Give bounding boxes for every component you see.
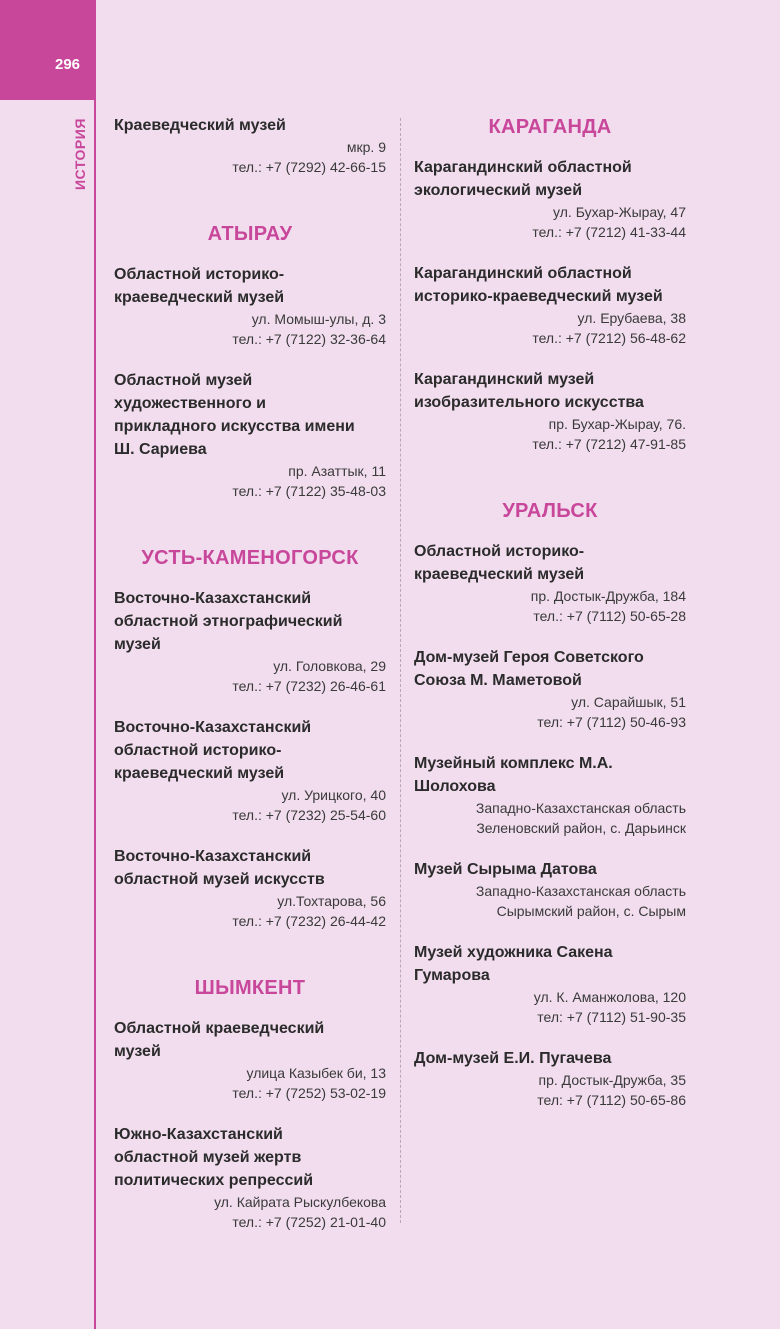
left-column xyxy=(114,114,386,1252)
city-heading: ШЫМКЕНТ xyxy=(194,977,306,999)
museum-address: ул.Тохтарова, 56 xyxy=(277,893,386,909)
museum-address: ул. Сарайшык, 51 xyxy=(571,694,686,710)
museum-phone: тел.: +7 (7232) 26-44-42 xyxy=(232,913,386,929)
museum-address: мкр. 9 xyxy=(346,139,386,155)
museum-phone: тел.: +7 (7252) 53-02-19 xyxy=(232,1085,386,1101)
museum-name: Областной музей художественного и прикладного искусства имени Ш. Сариева xyxy=(114,372,355,458)
museum-entry xyxy=(114,1017,386,1103)
museum-address: Сырымский район, с. Сырым xyxy=(496,903,686,919)
museum-name: Дом-музей Героя Советского Союза М. Маметовой xyxy=(414,649,644,689)
museum-address: Зеленовский район, с. Дарьинск xyxy=(476,820,686,836)
museum-address: пр. Достык-Дружба, 35 xyxy=(538,1072,686,1088)
side-strip xyxy=(0,0,96,1329)
museum-phone: тел.: +7 (7122) 35-48-03 xyxy=(232,483,386,499)
museum-name: Музей Сырыма Датова xyxy=(414,861,597,878)
museum-address: ул. Ерубаева, 38 xyxy=(577,310,686,326)
museum-name: Областной историко- краеведческий музей xyxy=(414,543,585,583)
section-spacer xyxy=(114,521,386,545)
museum-address: пр. Азаттык, 11 xyxy=(288,463,386,479)
museum-address: Западно-Казахстанская область xyxy=(475,800,686,816)
museum-phone: тел: +7 (7112) 50-46-93 xyxy=(537,714,686,730)
museum-name: Дом-музей Е.И. Пугачева xyxy=(414,1050,612,1067)
museum-name: Карагандинский областной экологический музей xyxy=(414,159,632,199)
museum-name: Восточно-Казахстанский областной этнографический музей xyxy=(114,590,343,653)
museum-name: Музей художника Сакена Гумарова xyxy=(414,944,613,984)
museum-entry xyxy=(114,114,386,177)
museum-address: ул. Бухар-Жырау, 47 xyxy=(553,204,686,220)
museum-name: Областной краеведческий музей xyxy=(114,1020,325,1060)
museum-address: ул. Головкова, 29 xyxy=(273,658,386,674)
museum-entry xyxy=(114,263,386,349)
museum-phone: тел.: +7 (7232) 26-46-61 xyxy=(232,678,386,694)
museum-phone: тел: +7 (7112) 50-65-86 xyxy=(537,1092,686,1108)
museum-phone: тел: +7 (7112) 51-90-35 xyxy=(537,1009,686,1025)
museum-name: Южно-Казахстанский областной музей жертв политических репрессий xyxy=(114,1126,314,1189)
museum-entry xyxy=(114,587,386,696)
city-heading: КАРАГАНДА xyxy=(488,116,612,138)
museum-name: Карагандинский областной историко-краеведческий музей xyxy=(414,265,663,305)
museum-entry xyxy=(414,540,686,626)
museum-phone: тел.: +7 (7292) 42-66-15 xyxy=(232,159,386,175)
museum-entry xyxy=(414,368,686,454)
section-spacer xyxy=(114,197,386,221)
museum-entry xyxy=(114,716,386,825)
museum-entry xyxy=(414,262,686,348)
museum-name: Восточно-Казахстанский областной историко- краеведческий музей xyxy=(114,719,312,782)
museum-entry xyxy=(114,845,386,931)
museum-phone: тел.: +7 (7122) 32-36-64 xyxy=(232,331,386,347)
museum-entry xyxy=(414,646,686,732)
museum-entry xyxy=(114,1123,386,1232)
museum-name: Областной историко- краеведческий музей xyxy=(114,266,285,306)
museum-phone: тел.: +7 (7252) 21-01-40 xyxy=(232,1214,386,1230)
city-heading: АТЫРАУ xyxy=(207,223,293,245)
right-column xyxy=(414,114,686,1130)
museum-entry xyxy=(414,858,686,921)
column-divider xyxy=(400,118,401,1223)
page-number: 296 xyxy=(55,56,81,73)
museum-phone: тел.: +7 (7212) 56-48-62 xyxy=(532,330,686,346)
city-heading: УСТЬ-КАМЕНОГОРСК xyxy=(141,547,359,569)
museum-address: ул. К. Аманжолова, 120 xyxy=(533,989,686,1005)
museum-name: Музейный комплекс М.А. Шолохова xyxy=(414,755,613,795)
section-label: ИСТОРИЯ xyxy=(72,118,88,190)
page-number-tab xyxy=(0,0,96,100)
museum-entry xyxy=(114,369,386,501)
museum-address: ул. Момыш-улы, д. 3 xyxy=(251,311,386,327)
museum-entry xyxy=(414,752,686,838)
museum-phone: тел.: +7 (7232) 25-54-60 xyxy=(232,807,386,823)
museum-entry xyxy=(414,941,686,1027)
museum-phone: тел.: +7 (7212) 47-91-85 xyxy=(532,436,686,452)
museum-address: улица Казыбек би, 13 xyxy=(246,1065,386,1081)
museum-address: ул. Урицкого, 40 xyxy=(281,787,386,803)
museum-address: пр. Достык-Дружба, 184 xyxy=(530,588,686,604)
museum-address: Западно-Казахстанская область xyxy=(475,883,686,899)
museum-name: Краеведческий музей xyxy=(114,117,286,134)
city-heading: УРАЛЬСК xyxy=(502,500,598,522)
museum-phone: тел.: +7 (7112) 50-65-28 xyxy=(533,608,686,624)
museum-phone: тел.: +7 (7212) 41-33-44 xyxy=(532,224,686,240)
museum-name: Восточно-Казахстанский областной музей искусств xyxy=(114,848,325,888)
museum-name: Карагандинский музей изобразительного искусства xyxy=(414,371,644,411)
museum-entry xyxy=(414,156,686,242)
section-spacer xyxy=(114,951,386,975)
museum-entry xyxy=(414,1047,686,1110)
section-spacer xyxy=(414,474,686,498)
museum-address: ул. Кайрата Рыскулбекова xyxy=(214,1194,386,1210)
museum-address: пр. Бухар-Жырау, 76. xyxy=(548,416,686,432)
